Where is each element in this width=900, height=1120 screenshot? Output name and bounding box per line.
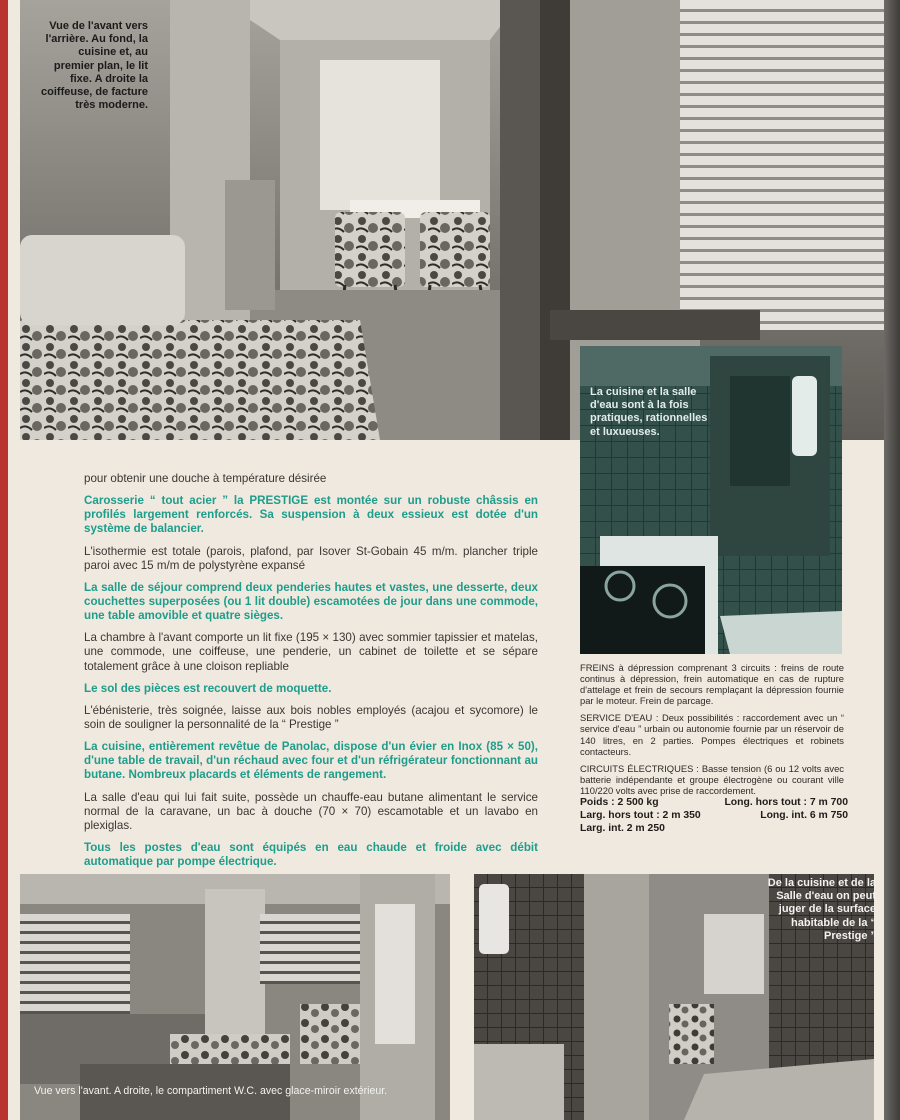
paragraph-kitchen: La cuisine, entièrement revêtue de Panolac, dispose d'un évier en Inox (85 × 50), d'une table de travail, d'un réchaud avec four et d'un réfrigérateur fonctionnant au butane. Nombreux placards et éléments de rangement. [84,740,538,782]
paragraph-water-points: Tous les postes d'eau sont équipés en eau chaude et froide avec débit automatique par pompe électrique. [84,840,538,869]
front-view-photo-illustration [20,874,450,1120]
paragraph-cabinetry: L'ébénisterie, très soignée, laisse aux bois nobles employés (acajou et sycomore) le soin de souligner la personnalité de la “ Prestige ” [84,703,538,731]
page-edge-stripe [0,0,8,1120]
paragraph-bathroom: La salle d'eau qui lui fait suite, possède un chauffe-eau butane alimentant le service normal de la caravane, un bac à douche (70 × 70) escamotable et un lavabo en plexiglas. [84,790,538,832]
dimension-right: Long. int. 6 m 750 [760,810,848,821]
paragraph-bedroom: La chambre à l'avant comporte un lit fixe (195 × 130) avec sommier tapissier et matelas, une commode, une coiffeuse, une penderie, un cabinet de toilette et se sépare totalement grâce à une cloison repliable [84,631,538,673]
caption-kitchen-photo: La cuisine et la salle d'eau sont à la fois pratiques, rationnelles et luxueuses. [590,386,708,438]
photo-front-view [20,874,450,1120]
paragraph-living-room: La salle de séjour comprend deux penderies hautes et vastes, une desserte, deux couchettes superposées (ou 1 lit double) escamotées de jour dans une commode, une table amovible et quatre sièges. [84,580,538,623]
dimension-left: Larg. hors tout : 2 m 350 [580,810,701,821]
caption-top-photo: Vue de l'avant vers l'arrière. Au fond, la cuisine et, au premier plan, le lit fixe. A droite la coiffeuse, de facture très moderne. [41,20,148,112]
dimensions-table [580,796,848,835]
spec-electrical: CIRCUITS ÉLECTRIQUES : Basse tension (6 ou 12 volts avec batterie indépendante et groupe électrogène ou courant ville 110/220 volts avec prise de raccordement. [580,762,844,796]
dimension-right: Long. hors tout : 7 m 700 [724,797,848,808]
paragraph-shower: pour obtenir une douche à température désirée [84,472,327,485]
paragraph-bodywork: Carosserie “ tout acier ” la PRESTIGE est montée sur un robuste châssis en profilés largement renforcés. Sa suspension à deux essieux est dotée d'un système de balancier. [84,494,538,536]
paragraph-carpet: Le sol des pièces est recouvert de moquette. [84,681,332,695]
spec-brakes: FREINS à dépression comprenant 3 circuits : freins de route continus à dépression, frein automatique en cas de rupture d'attelage et frein de secours remplaçant la dépression fournie par le moteur. Frein de parcage. [580,662,844,707]
caption-front-view-photo: Vue vers l'avant. A droite, le compartiment W.C. avec glace-miroir extérieur. [34,1085,388,1097]
dimension-row [580,822,848,835]
dimension-left: Poids : 2 500 kg [580,797,659,808]
main-description-text [84,472,538,877]
technical-specs [580,662,844,802]
dimension-left: Larg. int. 2 m 250 [580,823,665,834]
paragraph-insulation: L'isothermie est totale (parois, plafond, par Isover St-Gobain 45 m/m. plancher triple paroi avec 15 m/m de polystyrène expansé [84,544,538,572]
caption-overview-photo: De la cuisine et de la Salle d'eau on peut juger de la surface habitable de la “ Prestige ” [767,877,876,942]
dimension-row [580,809,848,822]
dimension-row [580,796,848,809]
spec-water-service: SERVICE D'EAU : Deux possibilités : raccordement avec un “ service d'eau ” urbain ou autonomie fournie par un réservoir de 140 litres, en 2 parties. Pompes électriques et robinets contacteurs. [580,712,844,757]
right-page-strip [884,0,900,1120]
